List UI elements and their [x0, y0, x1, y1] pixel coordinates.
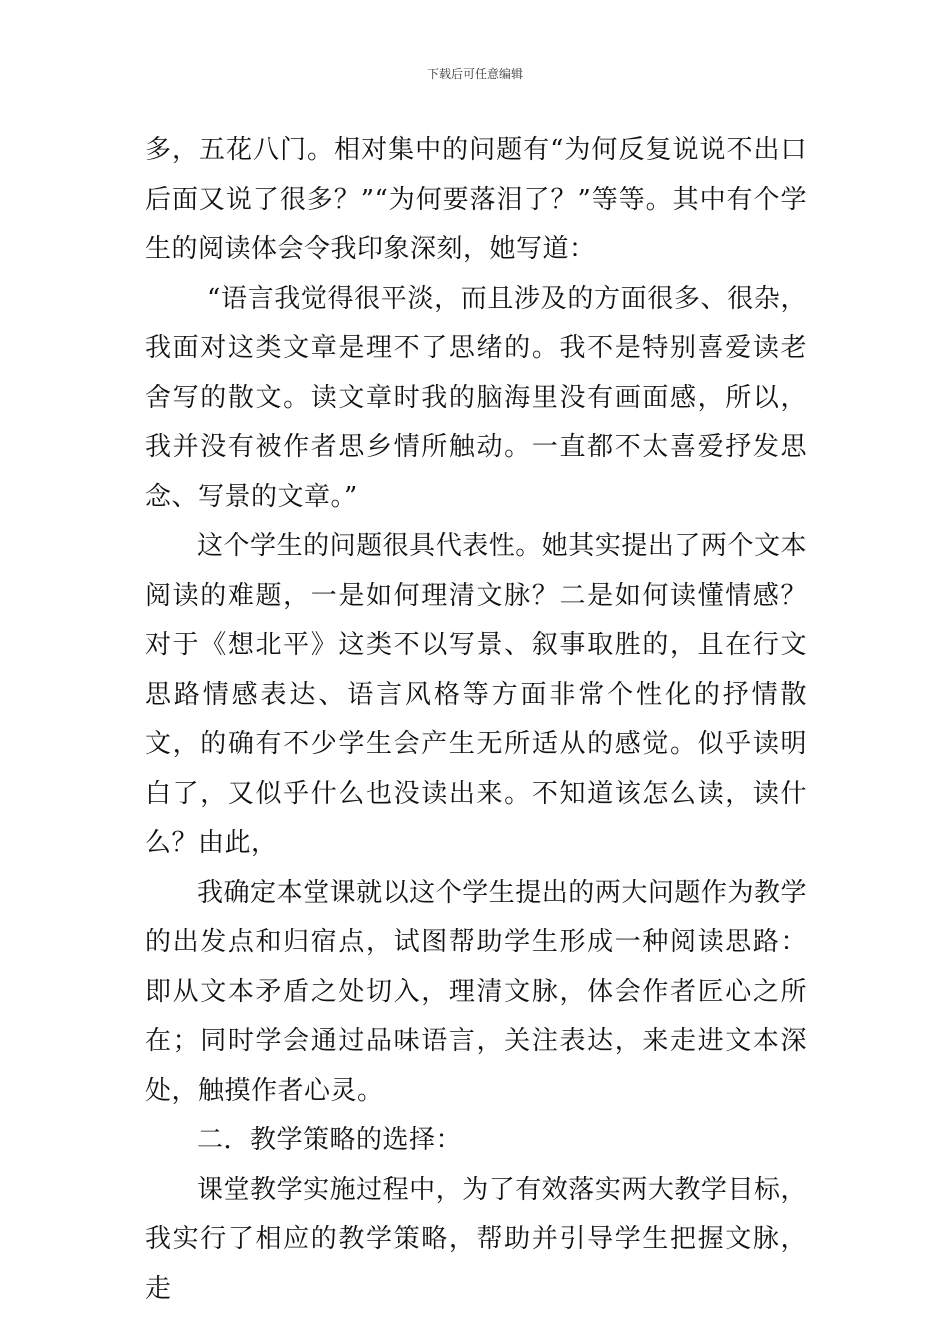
paragraph-quote: “语言我觉得很平淡，而且涉及的方面很多、很杂，我面对这类文章是理不了思绪的。我不是特别喜爱读老舍写的散文。读文章时我的脑海里没有画面感，所以，我并没有被作者思乡情所触动。一直都不太喜爱抒发思念、写景的文章。” — [145, 283, 807, 512]
page-header: 下载后可任意编辑 — [426, 67, 523, 81]
paragraph: 这个学生的问题很具代表性。她其实提出了两个文本阅读的难题，一是如何理清文脉？二是如何读懂情感？对于《想北平》这类不以写景、叙事取胜的，且在行文思路情感表达、语言风格等方面非常个性化的抒情散文，的确有不少学生会产生无所适从的感觉。似乎读明白了，又似乎什么也没读出来。不知道该怎么读，读什么？由此， — [145, 531, 807, 858]
paragraph: 课堂教学实施过程中，为了有效落实两大教学目标，我实行了相应的教学策略，帮助并引导学生把握文脉，走 — [145, 1174, 807, 1304]
body-text — [145, 126, 807, 1314]
section-heading: 二．教学策略的选择： — [197, 1125, 463, 1155]
paragraph: 我确定本堂课就以这个学生提出的两大问题作为教学的出发点和归宿点，试图帮助学生形成一种阅读思路：即从文本矛盾之处切入，理清文脉，体会作者匠心之所在；同时学会通过品味语言，关注表达，来走进文本深处，触摸作者心灵。 — [145, 877, 807, 1106]
paragraph-continuation: 多，五花八门。相对集中的问题有“为何反复说说不出口后面又说了很多？”“为何要落泪了？”等等。其中有个学生的阅读体会令我印象深刻，她写道： — [145, 135, 807, 264]
